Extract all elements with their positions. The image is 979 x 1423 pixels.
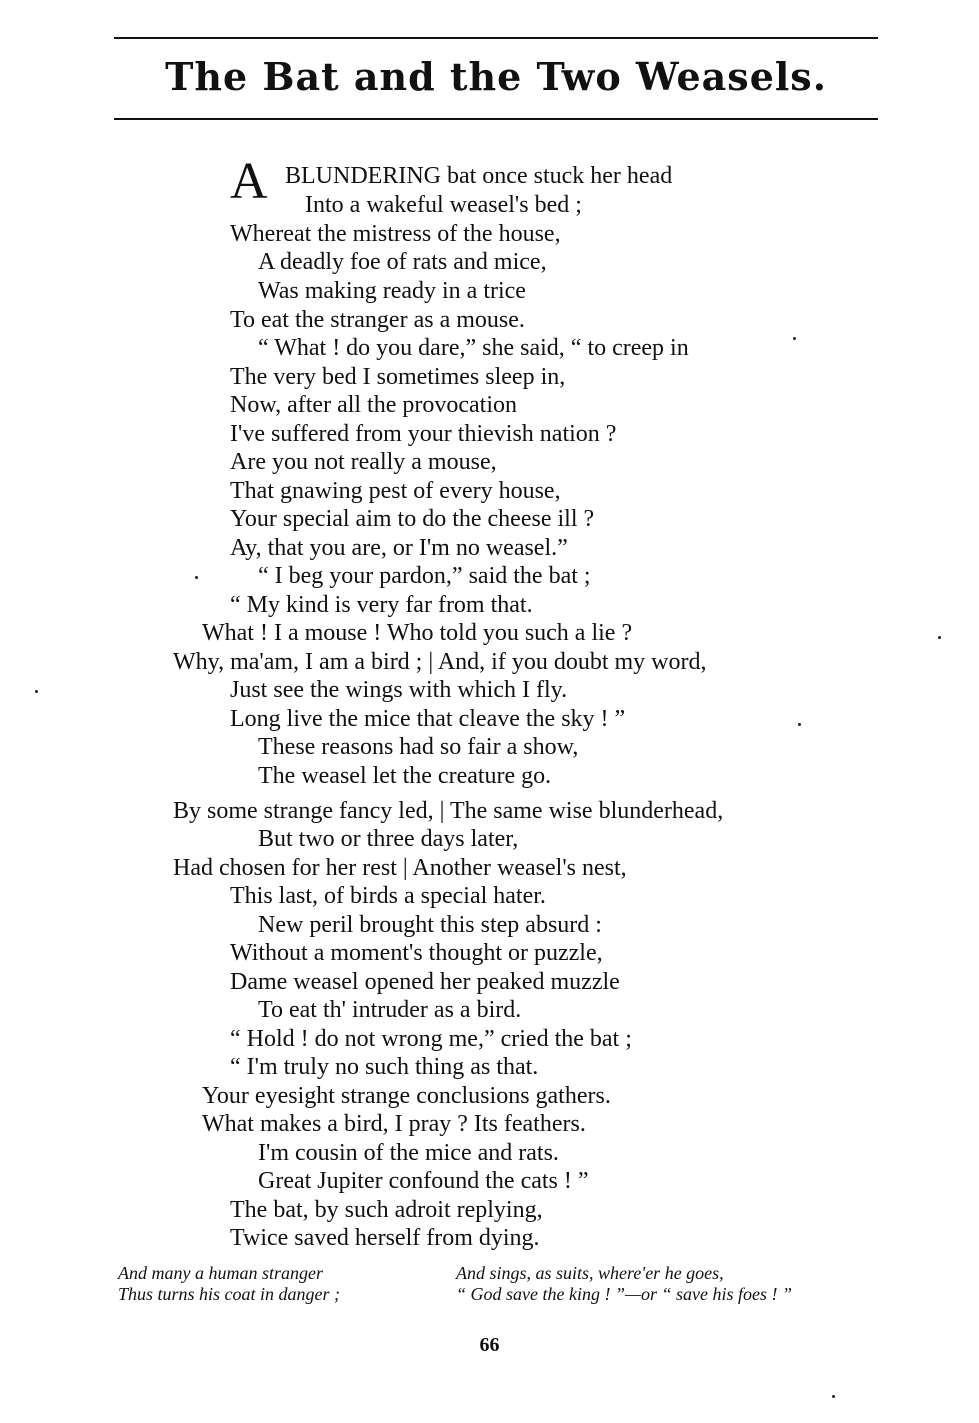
poem-line: Why, ma'am, I am a bird ; | And, if you doubt my word, (173, 649, 707, 675)
poem-line: Was making ready in a trice (258, 278, 526, 304)
poem-line: I'm cousin of the mice and rats. (258, 1140, 559, 1166)
poem-line: I've suffered from your thievish nation ? (230, 421, 617, 447)
poem-line: Whereat the mistress of the house, (230, 221, 561, 247)
poem-line: Are you not really a mouse, (230, 449, 497, 475)
print-speck (793, 337, 796, 340)
poem-line: Into a wakeful weasel's bed ; (305, 192, 582, 218)
poem-line: These reasons had so fair a show, (258, 734, 579, 760)
poem-line: “ I'm truly no such thing as that. (230, 1054, 539, 1080)
page-title: The Bat and the Two Weasels. (165, 54, 827, 99)
poem-line: But two or three days later, (258, 826, 519, 852)
poem-line: “ Hold ! do not wrong me,” cried the bat ; (230, 1026, 632, 1052)
poem-line: A deadly foe of rats and mice, (258, 249, 547, 275)
title-underline-rule (114, 118, 878, 120)
poem-line: “ I beg your pardon,” said the bat ; (258, 563, 591, 589)
poem-line: “ What ! do you dare,” she said, “ to creep in (258, 335, 689, 361)
poem-line: That gnawing pest of every house, (230, 478, 561, 504)
poem-line: Had chosen for her rest | Another weasel's nest, (173, 855, 627, 881)
poem-line: The very bed I sometimes sleep in, (230, 364, 566, 390)
poem-line: Dame weasel opened her peaked muzzle (230, 969, 620, 995)
print-speck (798, 723, 801, 726)
moral-line: Thus turns his coat in danger ; (118, 1284, 341, 1304)
drop-cap: A (230, 153, 268, 210)
poem-line: What makes a bird, I pray ? Its feathers. (202, 1111, 586, 1137)
poem-line: Long live the mice that cleave the sky ! ” (230, 706, 626, 732)
poem-line: Your eyesight strange conclusions gathers. (202, 1083, 611, 1109)
poem-line: To eat th' intruder as a bird. (258, 997, 522, 1023)
top-rule (114, 37, 878, 39)
print-speck (195, 576, 198, 579)
poem-line: Great Jupiter confound the cats ! ” (258, 1168, 589, 1194)
poem-line: Twice saved herself from dying. (230, 1225, 540, 1251)
moral-line: And many a human stranger (118, 1263, 323, 1283)
poem-line: The bat, by such adroit replying, (230, 1197, 543, 1223)
poem-line: This last, of birds a special hater. (230, 883, 546, 909)
print-speck (832, 1395, 835, 1398)
poem-line: BLUNDERING bat once stuck her head (285, 163, 673, 189)
poem-line: The weasel let the creature go. (258, 763, 552, 789)
print-speck (938, 636, 941, 639)
poem-line: Just see the wings with which I fly. (230, 677, 568, 703)
poem-line: To eat the stranger as a mouse. (230, 307, 525, 333)
poem-line: Without a moment's thought or puzzle, (230, 940, 603, 966)
print-speck (35, 690, 38, 693)
poem-line: New peril brought this step absurd : (258, 912, 602, 938)
poem-line: “ My kind is very far from that. (230, 592, 533, 618)
poem-line: Now, after all the provocation (230, 392, 518, 418)
poem-line: Ay, that you are, or I'm no weasel.” (230, 535, 568, 561)
moral-line: “ God save the king ! ”—or “ save his foes ! ” (456, 1284, 792, 1304)
poem-line: By some strange fancy led, | The same wise blunderhead, (173, 798, 724, 824)
poem-line: Your special aim to do the cheese ill ? (230, 506, 595, 532)
poem-line: What ! I a mouse ! Who told you such a lie ? (202, 620, 633, 646)
moral-line: And sings, as suits, where'er he goes, (456, 1263, 724, 1283)
page-number: 66 (479, 1334, 500, 1356)
